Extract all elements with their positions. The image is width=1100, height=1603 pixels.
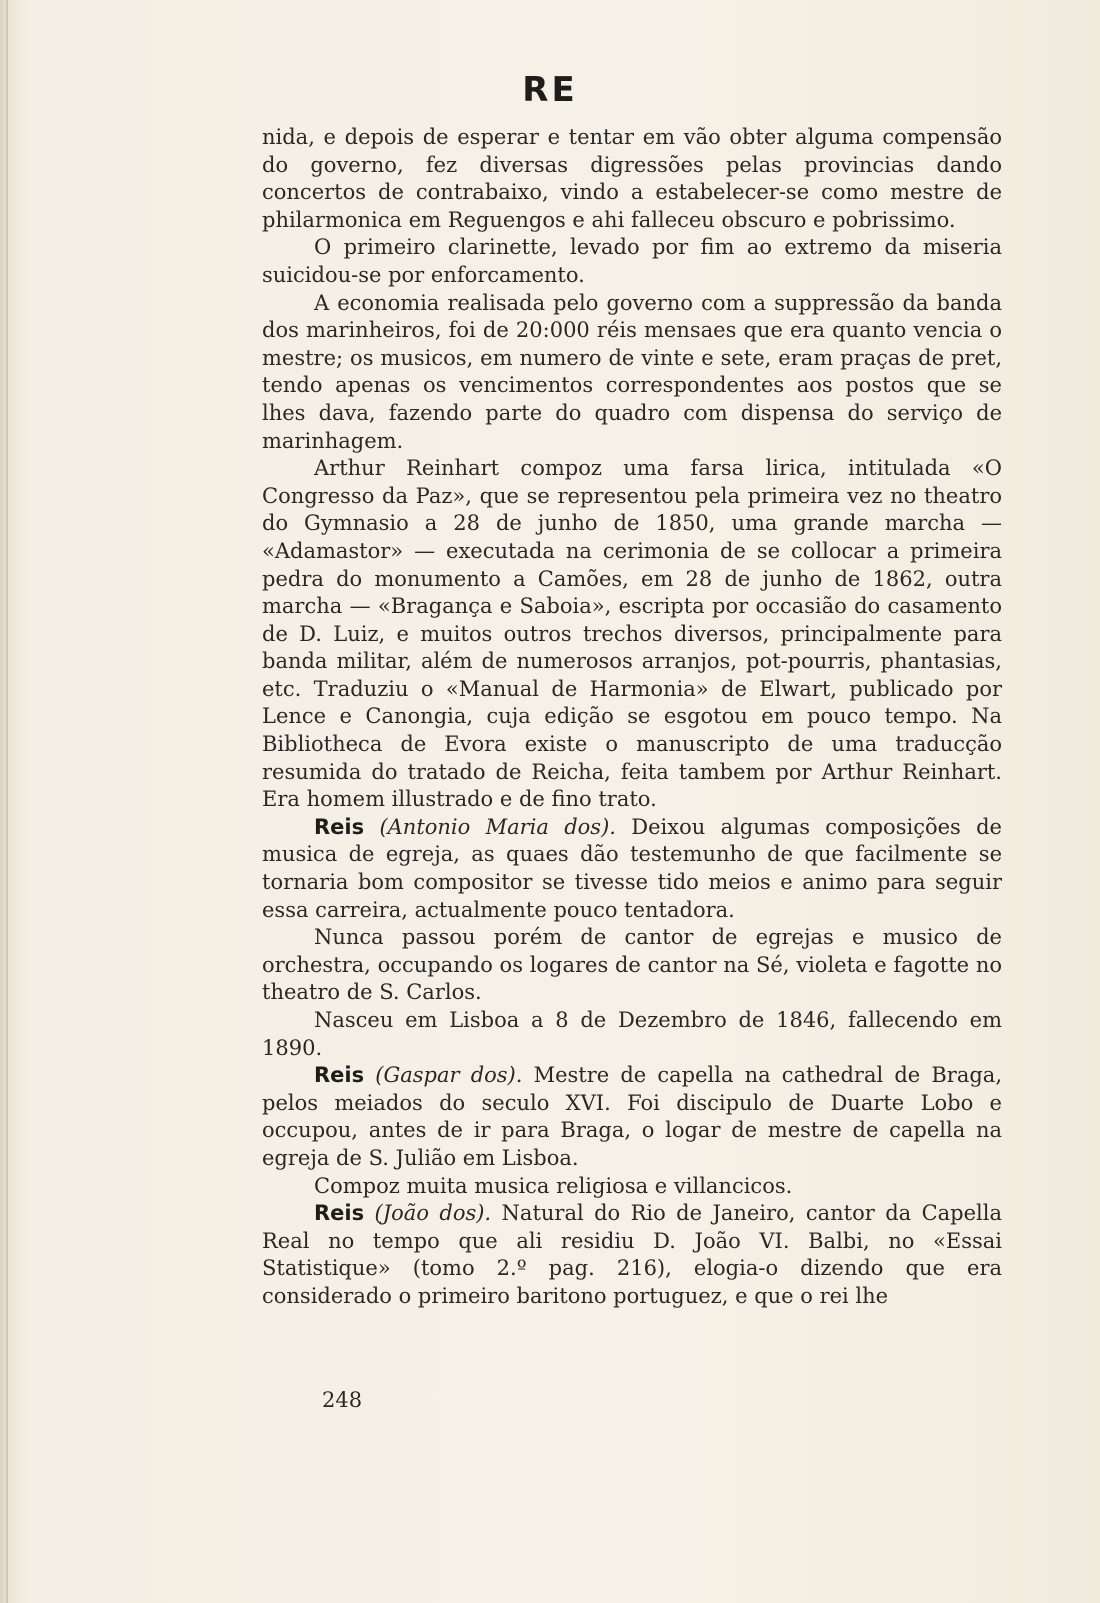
entry-text: Natural do Rio de Janeiro, cantor da Capella Real no tempo que ali residiu D. João VI. Balbi, no «Essai Statistique» (tomo 2.º pag. 216), elogia-o dizendo que era considerado o primeiro baritono portuguez, e que o rei lhe (262, 1201, 1002, 1308)
paragraph: A economia realisada pelo governo com a suppressão da banda dos marinheiros, foi de 20:000 réis mensaes que era quanto vencia o mestre; os musicos, em numero de vinte e sete, eram praças de pret, tendo apenas os vencimentos correspondentes aos postos que se lhes dava, fazendo parte do quadro com dispensa do serviço de marinhagem. (262, 290, 1002, 453)
entry-text: Deixou algumas composições de musica de egreja, as quaes dão testemunho de que facilmente se tornaria bom compositor se tivesse tido meios e animo para seguir essa carreira, actualmente pouco tentadora. (262, 814, 1002, 922)
body-text (262, 124, 1002, 1311)
entry-headword: Reis (314, 1063, 365, 1088)
paragraph: O primeiro clarinette, levado por fim ao extremo da miseria suicidou-se por enforcamento. (262, 235, 1002, 287)
paragraph: Compoz muita musica religiosa e villancicos. (314, 1173, 793, 1198)
entry-reis-gaspar (262, 1062, 1002, 1172)
entry-reis-antonio (262, 814, 1002, 924)
paragraph: Arthur Reinhart compoz uma farsa lirica, intitulada «O Congresso da Paz», que se representou pela primeira vez no theatro do Gymnasio a 28 de junho de 1850, uma grande marcha — «Adamastor» — executada na cerimonia de se collocar a primeira pedra do monumento a Camões, em 28 de junho de 1862, outra marcha — «Bragança e Saboia», escripta por occasião do casamento de D. Luiz, e muitos outros trechos diversos, principalmente para banda militar, além de numerosos arranjos, pot-pourris, phantasias, etc. Traduziu o «Manual de Harmonia» de Elwart, publicado por Lence e Canongia, cuja edição se esgotou em pouco tempo. Na Bibliotheca de Evora existe o manuscripto de uma traducção resumida do tratado de Reicha, feita tambem por Arthur Reinhart. Era homem illustrado e de fino trato. (262, 456, 1002, 812)
entry-text: Mestre de capella na cathedral de Braga, pelos meiados do seculo XVI. Foi discipulo de Duarte Lobo e occupou, antes de ir para Braga, o logar de mestre de capella na egreja de S. Julião em Lisboa. (262, 1063, 1002, 1170)
paragraph: Nasceu em Lisboa a 8 de Dezembro de 1846, fallecendo em 1890. (262, 1008, 1002, 1060)
paragraph-continuation: nida, e depois de esperar e tentar em vão obter alguma compensão do governo, fez diversas digressões pelas provincias dando concertos de contrabaixo, vindo a estabelecer-se como mestre de philarmonica em Reguengos e ahi falleceu obscuro e pobrissimo. (262, 125, 1002, 232)
page-number: 248 (322, 1388, 363, 1412)
page-gutter-edge (6, 0, 8, 1603)
running-head: RE (522, 70, 578, 110)
entry-headword: Reis (314, 1201, 365, 1226)
entry-given-name: (Gaspar dos). (375, 1063, 523, 1088)
paragraph: Nunca passou porém de cantor de egrejas e musico de orchestra, occupando os logares de cantor na Sé, violeta e fagotte no theatro de S. Carlos. (262, 925, 1002, 1005)
entry-reis-joao (262, 1200, 1002, 1310)
entry-headword: Reis (314, 814, 365, 839)
entry-given-name: (João dos). (374, 1201, 492, 1226)
entry-given-name: (Antonio Maria dos). (379, 814, 616, 839)
